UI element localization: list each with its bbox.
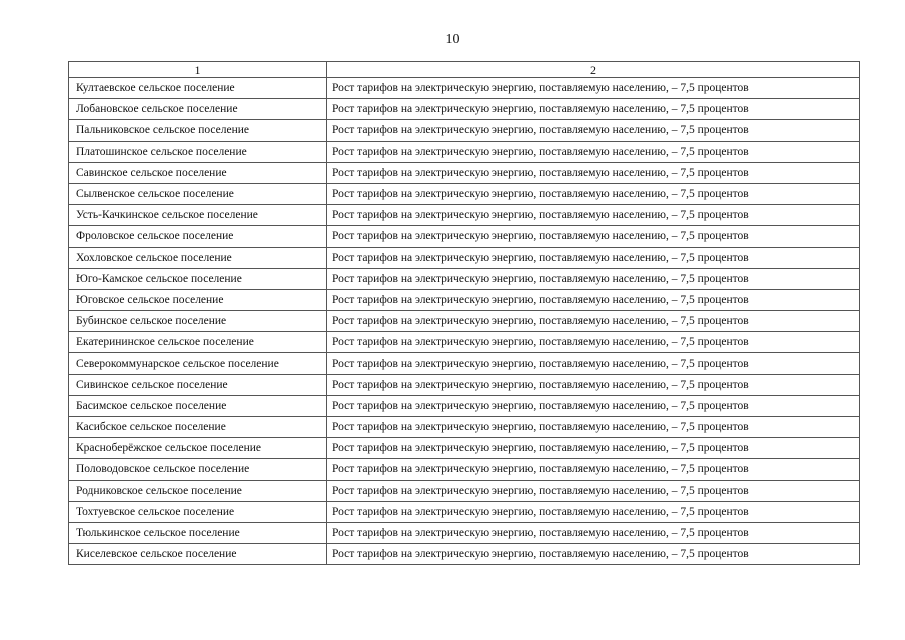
tariff-measure-cell: Рост тарифов на электрическую энергию, поставляемую населению, – 7,5 процентов [327,480,860,501]
table-row [69,417,860,438]
settlement-name-cell: Половодовское сельское поселение [69,459,327,480]
table-row [69,120,860,141]
tariff-measure-cell: Рост тарифов на электрическую энергию, поставляемую населению, – 7,5 процентов [327,289,860,310]
table-row [69,353,860,374]
settlement-name-cell: Тохтуевское сельское поселение [69,501,327,522]
settlement-name-cell: Платошинское сельское поселение [69,141,327,162]
settlement-name-cell: Басимское сельское поселение [69,395,327,416]
tariff-measure-cell: Рост тарифов на электрическую энергию, поставляемую населению, – 7,5 процентов [327,522,860,543]
settlement-name-cell: Бубинское сельское поселение [69,311,327,332]
settlement-name-cell: Култаевское сельское поселение [69,78,327,99]
tariff-measure-cell: Рост тарифов на электрическую энергию, поставляемую населению, – 7,5 процентов [327,501,860,522]
tariff-measure-cell: Рост тарифов на электрическую энергию, поставляемую населению, – 7,5 процентов [327,311,860,332]
tariff-measure-cell: Рост тарифов на электрическую энергию, поставляемую населению, – 7,5 процентов [327,374,860,395]
table-row [69,141,860,162]
settlement-name-cell: Юговское сельское поселение [69,289,327,310]
tariff-measure-cell: Рост тарифов на электрическую энергию, поставляемую населению, – 7,5 процентов [327,353,860,374]
table-row [69,395,860,416]
table-row [69,268,860,289]
tariff-measure-cell: Рост тарифов на электрическую энергию, поставляемую населению, – 7,5 процентов [327,417,860,438]
table-row [69,501,860,522]
settlement-name-cell: Екатерининское сельское поселение [69,332,327,353]
settlement-name-cell: Фроловское сельское поселение [69,226,327,247]
table-row [69,332,860,353]
settlement-name-cell: Лобановское сельское поселение [69,99,327,120]
settlement-name-cell: Юго-Камское сельское поселение [69,268,327,289]
tariff-measure-cell: Рост тарифов на электрическую энергию, поставляемую населению, – 7,5 процентов [327,438,860,459]
tariff-measure-cell: Рост тарифов на электрическую энергию, поставляемую населению, – 7,5 процентов [327,459,860,480]
table-row [69,522,860,543]
table-row [69,99,860,120]
settlement-name-cell: Пальниковское сельское поселение [69,120,327,141]
table-row [69,480,860,501]
tariff-measure-cell: Рост тарифов на электрическую энергию, поставляемую населению, – 7,5 процентов [327,332,860,353]
tariff-table [68,61,860,565]
tariff-measure-cell: Рост тарифов на электрическую энергию, поставляемую населению, – 7,5 процентов [327,120,860,141]
table-row [69,459,860,480]
settlement-name-cell: Сивинское сельское поселение [69,374,327,395]
tariff-measure-cell: Рост тарифов на электрическую энергию, поставляемую населению, – 7,5 процентов [327,268,860,289]
table-row [69,205,860,226]
settlement-name-cell: Касибское сельское поселение [69,417,327,438]
table-row [69,226,860,247]
settlement-name-cell: Тюлькинское сельское поселение [69,522,327,543]
tariff-measure-cell: Рост тарифов на электрическую энергию, поставляемую населению, – 7,5 процентов [327,205,860,226]
page-number: 10 [445,32,460,47]
settlement-name-cell: Родниковское сельское поселение [69,480,327,501]
tariff-measure-cell: Рост тарифов на электрическую энергию, поставляемую населению, – 7,5 процентов [327,247,860,268]
settlement-name-cell: Усть-Качкинское сельское поселение [69,205,327,226]
tariff-measure-cell: Рост тарифов на электрическую энергию, поставляемую населению, – 7,5 процентов [327,162,860,183]
settlement-name-cell: Красноберёжское сельское поселение [69,438,327,459]
settlement-name-cell: Хохловское сельское поселение [69,247,327,268]
tariff-measure-cell: Рост тарифов на электрическую энергию, поставляемую населению, – 7,5 процентов [327,226,860,247]
table-row [69,162,860,183]
table-row [69,438,860,459]
settlement-name-cell: Савинское сельское поселение [69,162,327,183]
tariff-measure-cell: Рост тарифов на электрическую энергию, поставляемую населению, – 7,5 процентов [327,78,860,99]
column-header-2: 2 [327,62,860,78]
table-row [69,183,860,204]
table-body [69,78,860,565]
tariff-measure-cell: Рост тарифов на электрическую энергию, поставляемую населению, – 7,5 процентов [327,99,860,120]
table-row [69,311,860,332]
table-row [69,374,860,395]
tariff-measure-cell: Рост тарифов на электрическую энергию, поставляемую населению, – 7,5 процентов [327,395,860,416]
tariff-measure-cell: Рост тарифов на электрическую энергию, поставляемую населению, – 7,5 процентов [327,141,860,162]
table-row [69,544,860,565]
table-header [69,62,860,78]
header-row [69,62,860,78]
settlement-name-cell: Сылвенское сельское поселение [69,183,327,204]
table-row [69,289,860,310]
table-row [69,78,860,99]
table-row [69,247,860,268]
settlement-name-cell: Северокоммунарское сельское поселение [69,353,327,374]
settlement-name-cell: Киселевское сельское поселение [69,544,327,565]
column-header-1: 1 [69,62,327,78]
tariff-measure-cell: Рост тарифов на электрическую энергию, поставляемую населению, – 7,5 процентов [327,183,860,204]
tariff-measure-cell: Рост тарифов на электрическую энергию, поставляемую населению, – 7,5 процентов [327,544,860,565]
